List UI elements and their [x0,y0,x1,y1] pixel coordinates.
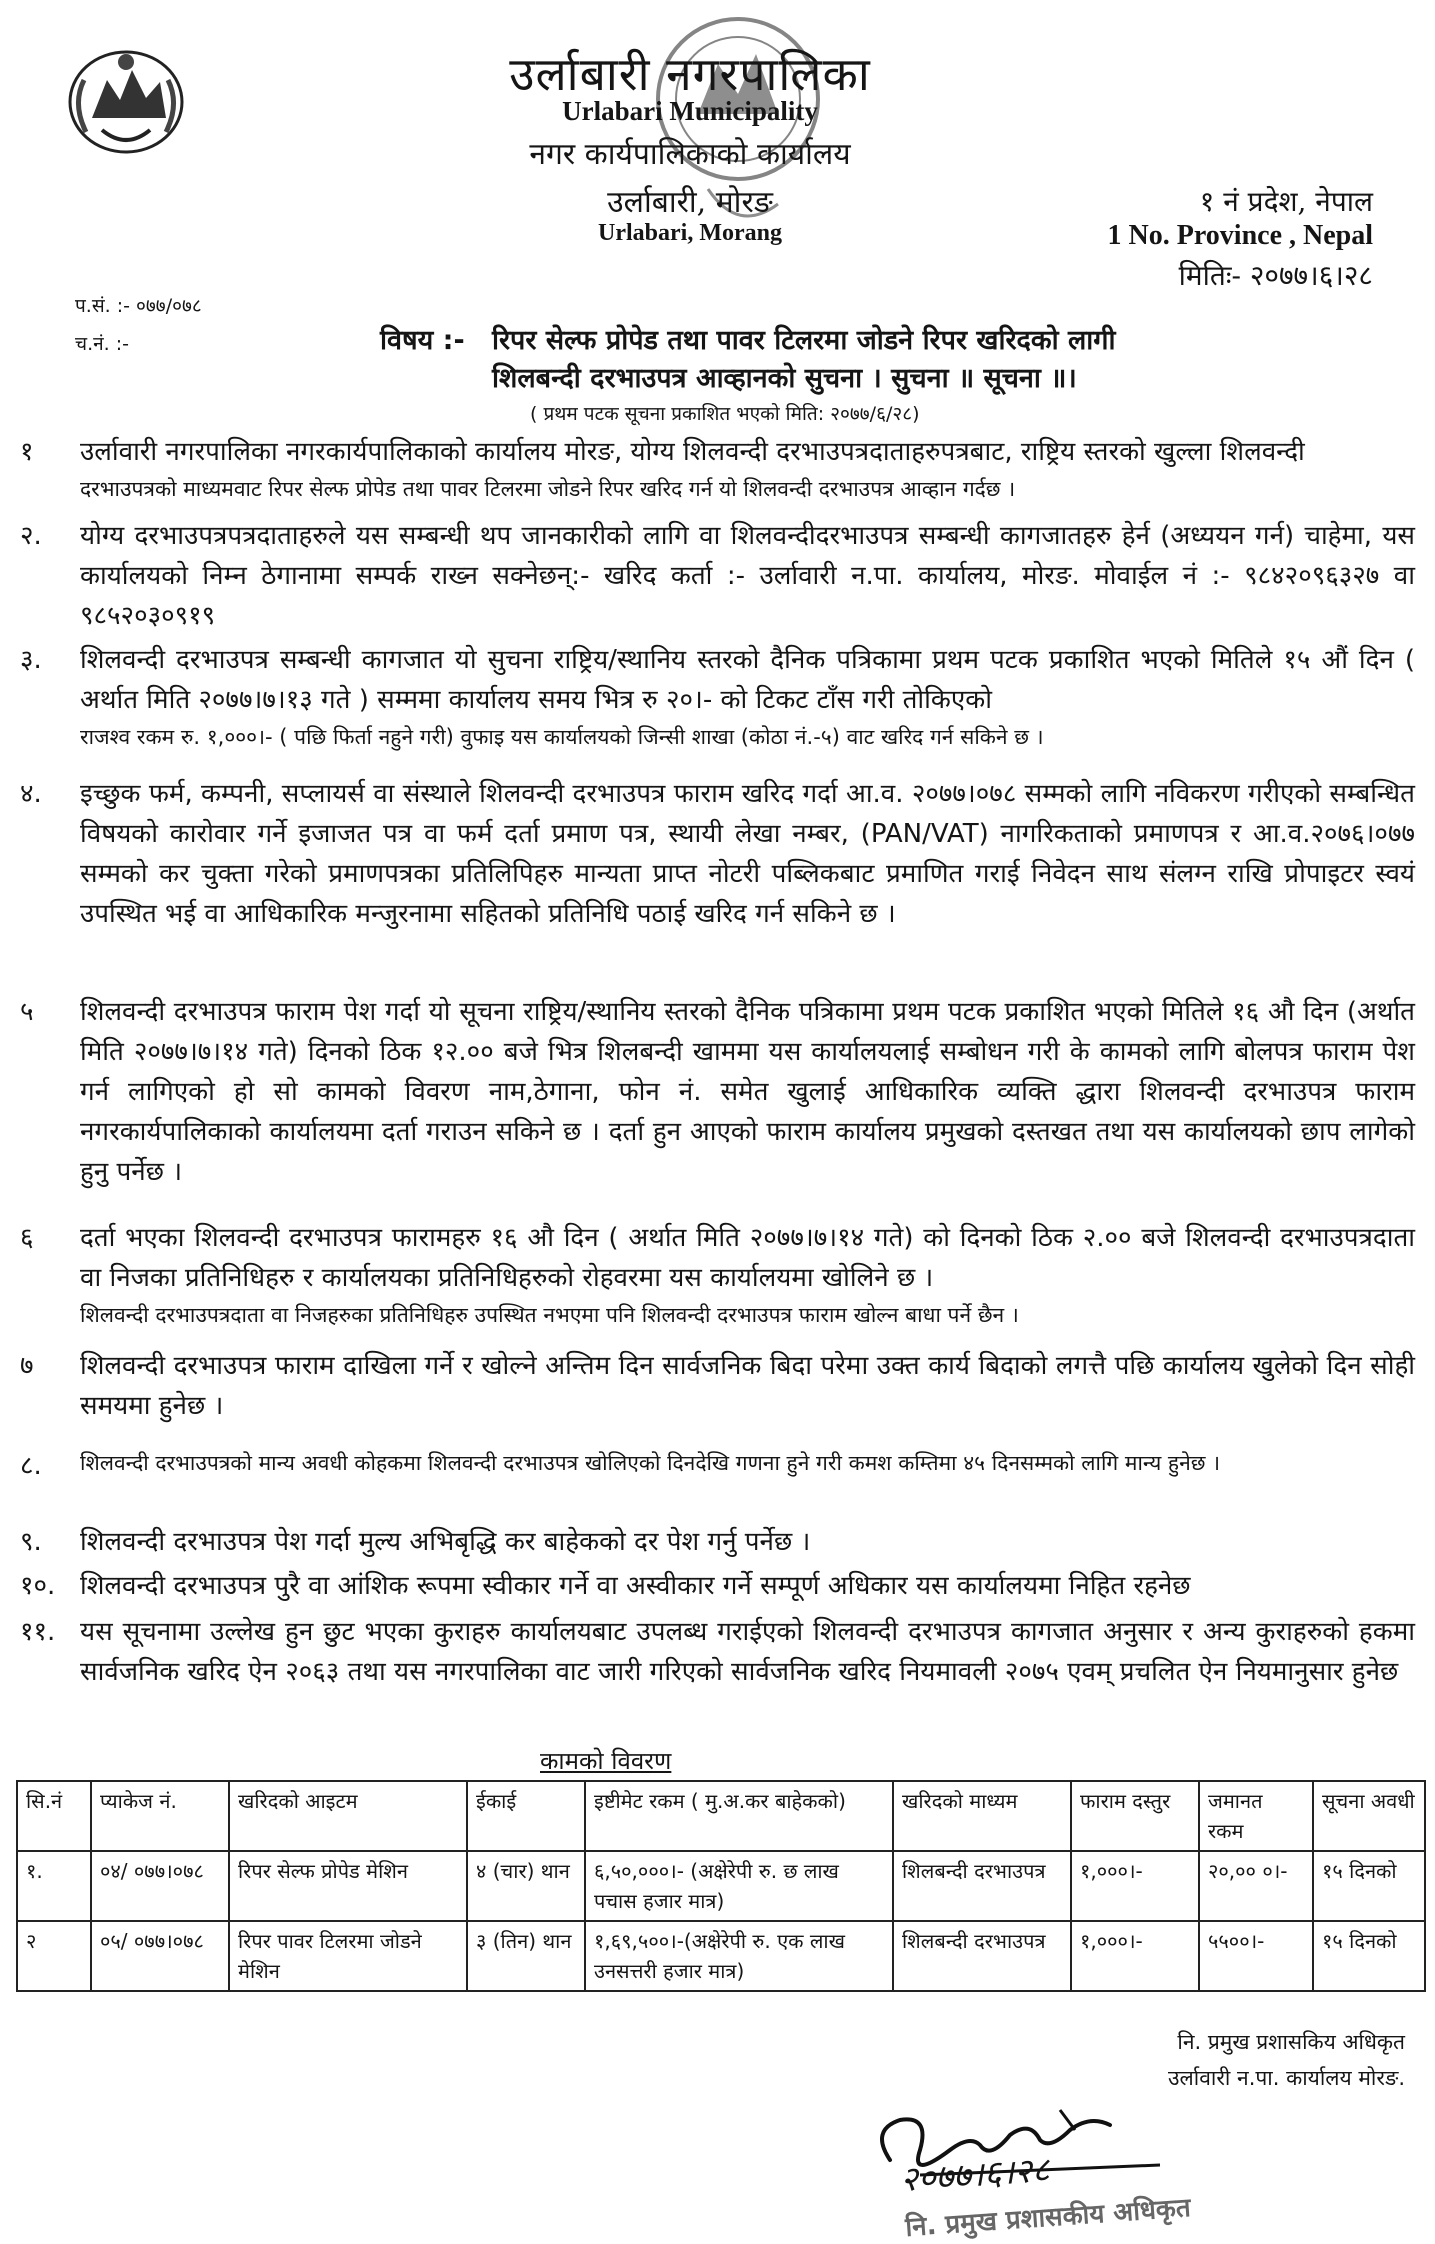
paragraph-number: ५ [20,997,34,1027]
table-cell: १,०००।- [1071,1921,1199,1991]
subject-line-1: रिपर सेल्फ प्रोपेड तथा पावर टिलरमा जोडने रिपर खरिदको लागी [492,325,1116,356]
paragraph-text: शिलवन्दी दरभाउपत्र पेश गर्दा मुल्य अभिबृद्धि कर बाहेकको दर पेश गर्नु पर्नेछ । [80,1527,811,1557]
table-cell: १५ दिनको [1313,1921,1425,1991]
province-en: 1 No. Province , Nepal [1107,220,1373,251]
letter-date: मितिः- २०७७।६।२८ [1178,259,1373,292]
table-cell: ०५/ ०७७।०७८ [91,1921,229,1991]
paragraph-6 [20,1218,1415,1332]
paragraph-8 [20,1446,1415,1480]
table-cell: ०४/ ०७७।०७८ [91,1851,229,1921]
table-cell: ३ (तिन) थान [467,1921,585,1991]
column-header: ईकाई [467,1781,585,1851]
paragraph-9 [20,1522,1415,1562]
signatory-office: उर्लावारी न.पा. कार्यालय मोरङ. [1168,2066,1405,2090]
paragraph-2 [20,516,1415,636]
paragraph-text: शिलवन्दी दरभाउपत्र पुरै वा आंशिक रूपमा स्वीकार गर्ने वा अस्वीकार गर्ने सम्पूर्ण अधिकार यस कार्यालयमा निहित रहनेछ [80,1571,1191,1601]
signature-date: २०७७।६।२८ [898,2149,1051,2201]
table-cell: शिलबन्दी दरभाउपत्र [893,1851,1071,1921]
paragraph-text: उर्लावारी नगरपालिका नगरकार्यपालिकाको कार्यालय मोरङ, योग्य शिलवन्दी दरभाउपत्रदाताहरुपत्रबाट, राष्ट्रिय स्तरको खुल्ला शिलवन्दी [80,437,1305,467]
column-header: खरिदको माध्यम [893,1781,1071,1851]
province-np: १ नं प्रदेश, नेपाल [1199,185,1373,218]
nepal-emblem-icon [62,40,190,160]
column-header: खरिदको आइटम [229,1781,467,1851]
subject-block [380,322,1300,398]
subject-label: विषय :- [380,325,465,356]
paragraph-number: ३. [20,645,42,675]
paragraph-number: ११. [20,1617,56,1647]
column-header: प्याकेज नं. [91,1781,229,1851]
column-header: इष्टीमेट रकम ( मु.अ.कर बाहेकको) [585,1781,893,1851]
paragraph-text: यस सूचनामा उल्लेख हुन छुट भएका कुराहरु कार्यालयबाट उपलब्ध गराईएको शिलवन्दी दरभाउपत्र कागजात अनुसार र अन्य कुराहरुको हकमा सार्वजनिक खरिद ऐन २०६३ तथा यस नगरपालिका वाट जारी गरिएको सार्वजनिक खरिद नियमावली २०७५ एवम् प्रचलित ऐन नियमानुसार हुनेछ [80,1617,1415,1687]
table-row [17,1921,1425,1991]
publication-note: ( प्रथम पटक सूचना प्रकाशित भएको मिति: २०७७/६/२८) [530,403,920,425]
reference-number: प.सं. :- ०७७/०७८ [75,295,202,317]
table-cell: ५५००।- [1199,1921,1313,1991]
paragraph-text: इच्छुक फर्म, कम्पनी, सप्लायर्स वा संस्थाले शिलवन्दी दरभाउपत्र फाराम खरिद गर्दा आ.व. २०७७।०७८ सम्मको लागि नविकरण गरीएको सम्बन्धित विषयको कारोवार गर्ने इजाजत पत्र वा फर्म दर्ता प्रमाण पत्र, स्थायी लेखा नम्बर, (PAN/VAT) नागरिकताको प्रमाणपत्र र आ.व.२०७६।०७७ सम्मको कर चुक्ता गरेको प्रमाणपत्रका प्रतिलिपिहरु मान्यता प्राप्त नोटरी पब्लिकबाट प्रमाणित गराई निवेदन साथ संलग्न राखि प्रोपाइटर स्वयं उपस्थित भई वा आधिकारिक मन्जुरनामा सहितको प्रतिनिधि पठाई खरिद गर्न सकिने छ । [80,779,1415,929]
works-table [16,1780,1426,1992]
table-cell: रिपर सेल्फ प्रोपेड मेशिन [229,1851,467,1921]
paragraph-text-small: शिलवन्दी दरभाउपत्रदाता वा निजहरुका प्रतिनिधिहरु उपस्थित नभएमा पनि शिलवन्दी दरभाउपत्र फाराम खोल्न बाधा पर्ने छैन । [80,1303,1019,1327]
column-header: फाराम दस्तुर [1071,1781,1199,1851]
paragraph-3 [20,640,1415,754]
paragraph-1 [20,432,1415,506]
paragraph-text: योग्य दरभाउपत्रपत्रदाताहरुले यस सम्बन्धी थप जानकारीको लागि वा शिलवन्दीदरभाउपत्र सम्बन्धी कागजातहरु हेर्न (अध्ययन गर्न) चाहेमा, यस कार्यालयको निम्न ठेगानामा सम्पर्क राख्न सक्नेछन्:- खरिद कर्ता :- उर्लावारी न.पा. कार्यालय, मोरङ. मोवाईल नं :- ९८४२०९६३२७ वा ९८५२०३०९१९ [80,521,1415,631]
paragraph-text-small: शिलवन्दी दरभाउपत्रको मान्य अवधी कोहकमा शिलवन्दी दरभाउपत्र खोलिएको दिनदेखि गणना हुने गरी कमश कम्तिमा ४५ दिनसम्मको लागि मान्य हुनेछ । [80,1451,1221,1475]
table-cell: २०,०० ०।- [1199,1851,1313,1921]
table-cell: २ [17,1921,91,1991]
table-header-row [17,1781,1425,1851]
paragraph-5 [20,992,1415,1192]
table-cell: ६,५०,०००।- (अक्षेरेपी रु. छ लाख पचास हजार मात्र) [585,1851,893,1921]
paragraph-text: शिलवन्दी दरभाउपत्र फाराम दाखिला गर्ने र खोल्ने अन्तिम दिन सार्वजनिक बिदा परेमा उक्त कार्य बिदाको लगत्तै पछि कार्यालय खुलेको दिन सोही समयमा हुनेछ । [80,1351,1415,1421]
paragraph-number: २. [20,521,42,551]
table-title: कामको विवरण [540,1747,672,1775]
header-office-np: नगर कार्यपालिकाको कार्यालय [529,137,851,172]
column-header: जमानत रकम [1199,1781,1313,1851]
paragraph-4 [20,774,1415,934]
table-cell: ४ (चार) थान [467,1851,585,1921]
paragraph-11 [20,1612,1415,1692]
table-cell: शिलबन्दी दरभाउपत्र [893,1921,1071,1991]
table-cell: रिपर पावर टिलरमा जोडने मेशिन [229,1921,467,1991]
header-address-en: Urlabari, Morang [598,220,782,246]
paragraph-number: ८. [20,1451,42,1481]
signatory-title: नि. प्रमुख प्रशासकिय अधिकृत [1177,2030,1405,2054]
table-cell: १,६९,५००।-(अक्षेरेपी रु. एक लाख उनसत्तरी हजार मात्र) [585,1921,893,1991]
paragraph-number: ७ [20,1351,34,1381]
paragraph-text: शिलवन्दी दरभाउपत्र सम्बन्धी कागजात यो सुचना राष्ट्रिय/स्थानिय स्तरको दैनिक पत्रिकामा प्रथम पटक प्रकाशित भएको मितिले १५ औं दिन ( अर्थात मिति २०७७।७।१३ गते ) सम्ममा कार्यालय समय भित्र रु २०।- को टिकट टाँस गरी तोकिएको [80,645,1415,715]
paragraph-text: शिलवन्दी दरभाउपत्र फाराम पेश गर्दा यो सूचना राष्ट्रिय/स्थानिय स्तरको दैनिक पत्रिकामा प्रथम पटक प्रकाशित भएको मितिले १६ औ दिन (अर्थात मिति २०७७।७।१४ गते) दिनको ठिक १२.०० बजे भित्र शिलबन्दी खाममा यस कार्यालयलाई सम्बोधन गरी के कामको लागि बोलपत्र फाराम पेश गर्न लागिएको हो सो कामको विवरण नाम,ठेगाना, फोन नं. समेत खुलाई आधिकारिक व्यक्ति द्धारा शिलवन्दी दरभाउपत्र फाराम नगरकार्यपालिकाको कार्यालयमा दर्ता गराउन सकिने छ । दर्ता हुन आएको फाराम कार्यालय प्रमुखको दस्तखत तथा यस कार्यालयको छाप लागेको हुनु पर्नेछ । [80,997,1416,1187]
paragraph-10 [20,1566,1415,1606]
paragraph-number: १०. [20,1571,56,1601]
paragraph-text: दर्ता भएका शिलवन्दी दरभाउपत्र फारामहरु १६ औ दिन ( अर्थात मिति २०७७।७।१४ गते) को दिनको ठिक २.०० बजे शिलवन्दी दरभाउपत्रदाता वा निजका प्रतिनिधिहरु र कार्यालयका प्रतिनिधिहरुको रोहवरमा यस कार्यालयमा खोलिने छ । [80,1223,1415,1293]
paragraph-text-small: राजश्व रकम रु. १,०००।- ( पछि फिर्ता नहुने गरी) वुफाइ यस कार्यालयको जिन्सी शाखा (कोठा नं.-५) वाट खरिद गर्न सकिने छ । [80,725,1044,749]
header-address-np: उर्लाबारी, मोरङ [607,185,773,220]
officer-stamp: नि. प्रमुख प्रशासकीय अधिकृत [904,2193,1192,2243]
paragraph-number: ९. [20,1527,42,1557]
dispatch-number: च.नं. :- [75,333,129,355]
paragraph-number: १ [20,437,34,467]
table-cell: १. [17,1851,91,1921]
paragraph-number: ६ [20,1223,34,1253]
table-row [17,1851,1425,1921]
header-title-en: Urlabari Municipality [562,96,818,126]
subject-line-2: शिलबन्दी दरभाउपत्र आव्हानको सुचना । सुचना ॥ सूचना ॥। [492,363,1077,394]
paragraph-text-small: दरभाउपत्रको माध्यमवाट रिपर सेल्फ प्रोपेड तथा पावर टिलरमा जोडने रिपर खरिद गर्न यो शिलवन्दी दरभाउपत्र आव्हान गर्दछ । [80,477,1016,501]
table-cell: १५ दिनको [1313,1851,1425,1921]
paragraph-number: ४. [20,779,42,809]
column-header: सूचना अवधी [1313,1781,1425,1851]
header-title-np: उर्लाबारी नगरपालिका [509,47,871,101]
column-header: सि.नं [17,1781,91,1851]
paragraph-7 [20,1346,1415,1426]
table-cell: १,०००।- [1071,1851,1199,1921]
